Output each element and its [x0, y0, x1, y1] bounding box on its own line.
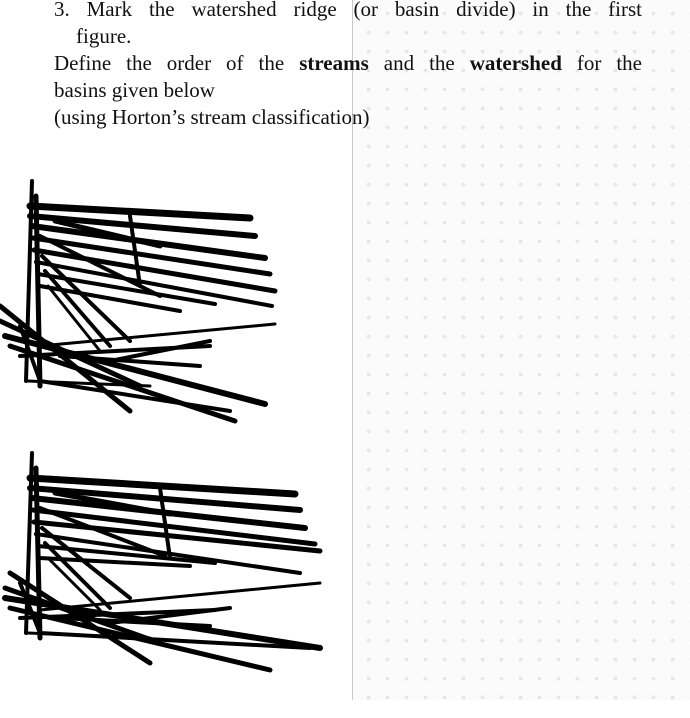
definition-text-c: for the [561, 51, 642, 75]
definition-line-3: (using Horton’s stream classification) [54, 105, 370, 129]
dotted-background-panel [353, 0, 690, 700]
watershed-bold: watershed [469, 51, 562, 75]
definition-text-a: Define the order of the [54, 51, 300, 75]
question-line-2: figure. [76, 24, 132, 48]
definition-text-b: and the [368, 51, 470, 75]
definition-line-1 [54, 50, 642, 77]
redacted-basin-figure-1 [0, 176, 340, 446]
streams-bold: streams [299, 51, 369, 75]
redacted-basin-figure-2 [0, 448, 340, 718]
definition-line-2: basins given below [54, 78, 215, 102]
question-line-1: 3. Mark the watershed ridge (or basin divide) in the first [54, 0, 642, 21]
